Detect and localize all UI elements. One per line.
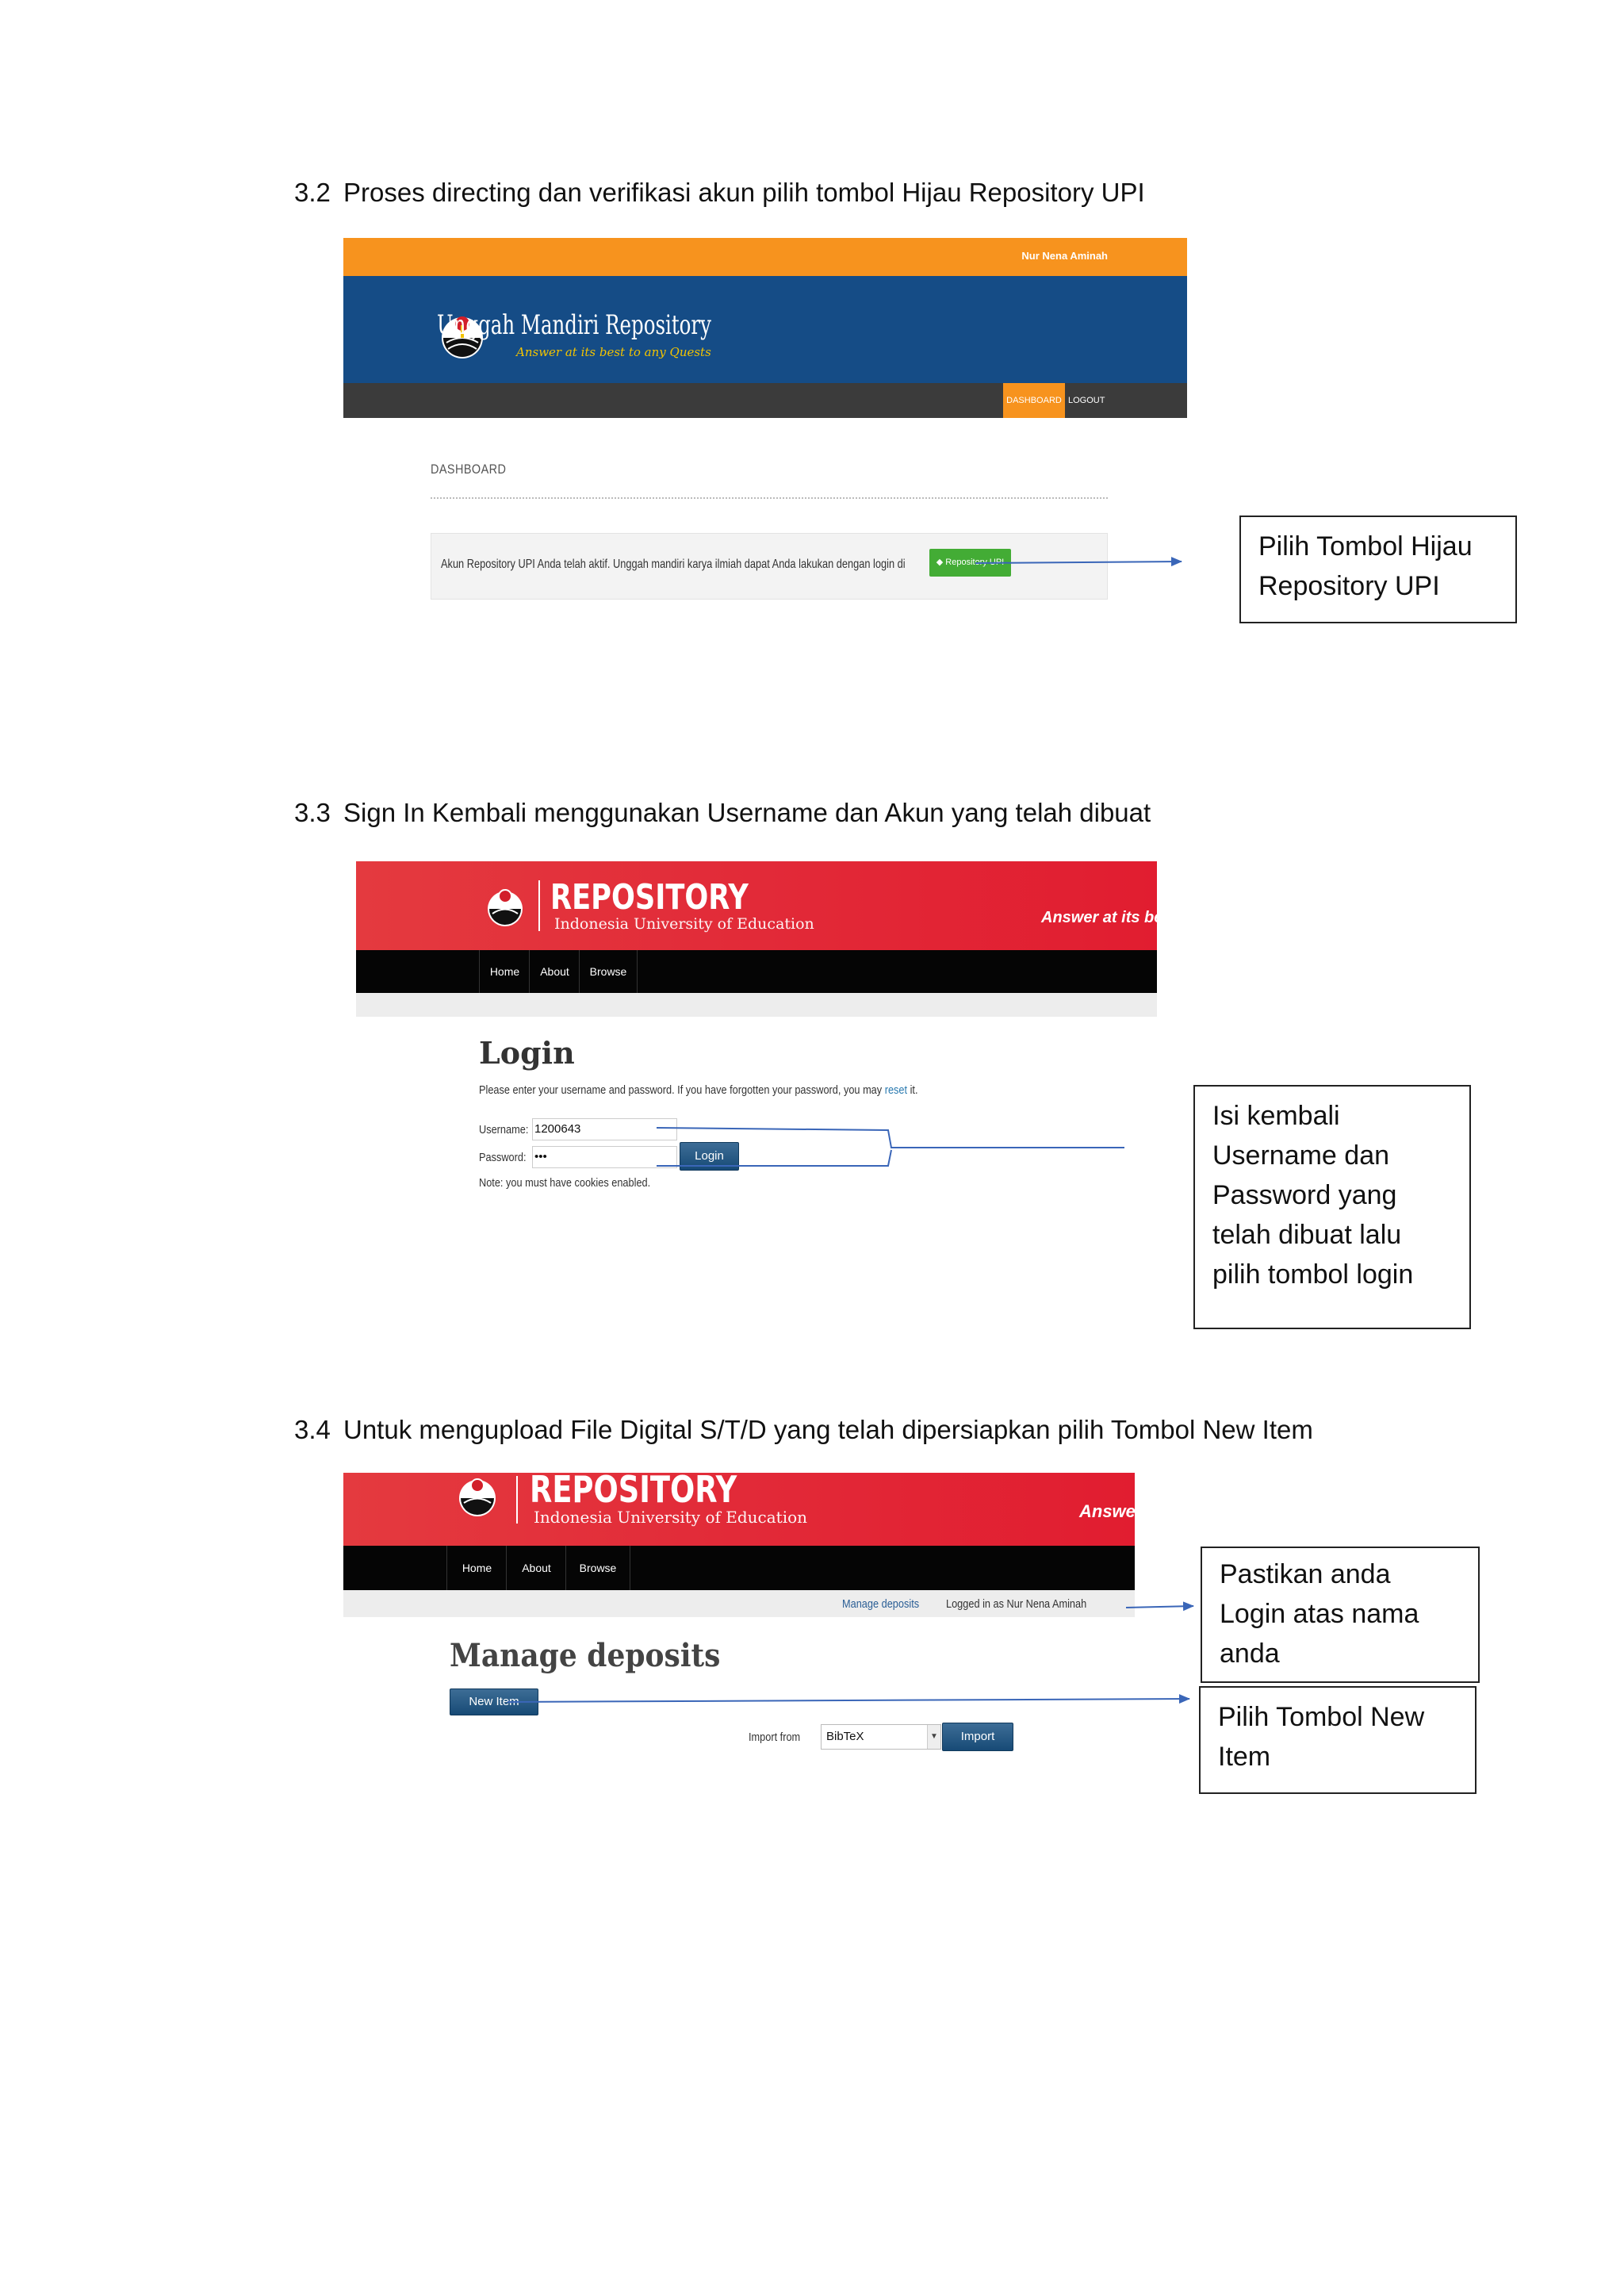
bracket-login-fields: [657, 1128, 1124, 1166]
heading-number: 3.3: [294, 798, 331, 827]
description-text-end: it.: [907, 1083, 918, 1097]
repository-title: REPOSITORY: [550, 877, 749, 918]
password-label: Password:: [479, 1151, 527, 1164]
callout-line: Repository UPI: [1258, 571, 1440, 601]
username-label: Username:: [479, 1123, 529, 1137]
nav-home[interactable]: Home: [446, 1546, 507, 1590]
logged-in-status: Logged in as Nur Nena Aminah: [946, 1597, 1087, 1611]
description-text: Please enter your username and password. If you have forgotten your password, you may: [479, 1083, 885, 1097]
repository-subtitle: Indonesia University of Education: [554, 915, 814, 933]
callout-line: Password yang: [1212, 1180, 1397, 1210]
nav-logout[interactable]: LOGOUT: [1068, 396, 1105, 405]
chevron-down-icon: ▼: [927, 1725, 940, 1749]
arrow-to-green-button: [975, 562, 1182, 563]
repository-title: REPOSITORY: [530, 1468, 737, 1511]
cookies-note: Note: you must have cookies enabled.: [479, 1176, 651, 1190]
repository-subtitle: Indonesia University of Education: [534, 1508, 808, 1527]
callout-line: Username dan: [1212, 1140, 1390, 1171]
reset-link[interactable]: reset: [884, 1083, 908, 1097]
callout-line: pilih tombol login: [1212, 1259, 1414, 1290]
login-button[interactable]: Login: [680, 1142, 739, 1171]
activation-message: Akun Repository UPI Anda telah aktif. Unggah mandiri karya ilmiah dapat Anda lakukan dengan login di: [441, 558, 906, 571]
callout-line: Pilih Tombol Hijau: [1258, 531, 1473, 562]
import-label: Import from: [749, 1731, 801, 1744]
password-input[interactable]: •••: [532, 1146, 677, 1168]
arrow-to-logged-in: [1126, 1606, 1193, 1608]
user-name: Nur Nena Aminah: [1021, 250, 1108, 262]
callout-line: Pilih Tombol New: [1218, 1702, 1425, 1732]
heading-number: 3.4: [294, 1415, 331, 1444]
nav-home[interactable]: Home: [479, 950, 530, 993]
nav-about[interactable]: About: [506, 1546, 566, 1590]
nav-about[interactable]: About: [529, 950, 580, 993]
callout-line: Login atas nama: [1220, 1599, 1419, 1629]
callout-line: Isi kembali: [1212, 1101, 1340, 1131]
repository-upi-label: Repository UPI: [945, 558, 1005, 567]
dashboard-heading: DASHBOARD: [431, 462, 507, 477]
heading-text: Sign In Kembali menggunakan Username dan Akun yang telah dibuat: [343, 798, 1151, 827]
slogan: Answer at its best: [1041, 909, 1178, 926]
new-item-button[interactable]: New Item: [450, 1688, 538, 1715]
login-heading: Login: [479, 1035, 575, 1071]
import-format-value: BibTeX: [826, 1730, 864, 1743]
heading-number: 3.2: [294, 178, 331, 207]
username-input[interactable]: 1200643: [532, 1118, 677, 1140]
arrow-to-new-item: [508, 1699, 1189, 1702]
heading-text: Proses directing dan verifikasi akun pilih tombol Hijau Repository UPI: [343, 178, 1145, 207]
tag-icon: ◆: [936, 558, 944, 567]
nav-dashboard[interactable]: DASHBOARD: [1003, 383, 1065, 418]
callout-line: telah dibuat lalu: [1212, 1220, 1402, 1250]
import-button[interactable]: Import: [942, 1723, 1013, 1751]
slogan: Answer: [1079, 1501, 1143, 1521]
manage-deposits-heading: Manage deposits: [450, 1637, 721, 1674]
callout-line: Pastikan anda: [1220, 1559, 1391, 1589]
nav-browse[interactable]: Browse: [565, 1546, 630, 1590]
logo-title: Unggah Mandiri Repository: [437, 309, 711, 341]
nav-browse[interactable]: Browse: [579, 950, 638, 993]
manage-deposits-link[interactable]: Manage deposits: [842, 1597, 920, 1611]
callout-line: Item: [1218, 1742, 1271, 1772]
logo-tagline: Answer at its best to any Quests: [516, 345, 711, 359]
callout-line: anda: [1220, 1639, 1280, 1669]
heading-text: Untuk mengupload File Digital S/T/D yang telah dipersiapkan pilih Tombol New Item: [343, 1415, 1313, 1444]
